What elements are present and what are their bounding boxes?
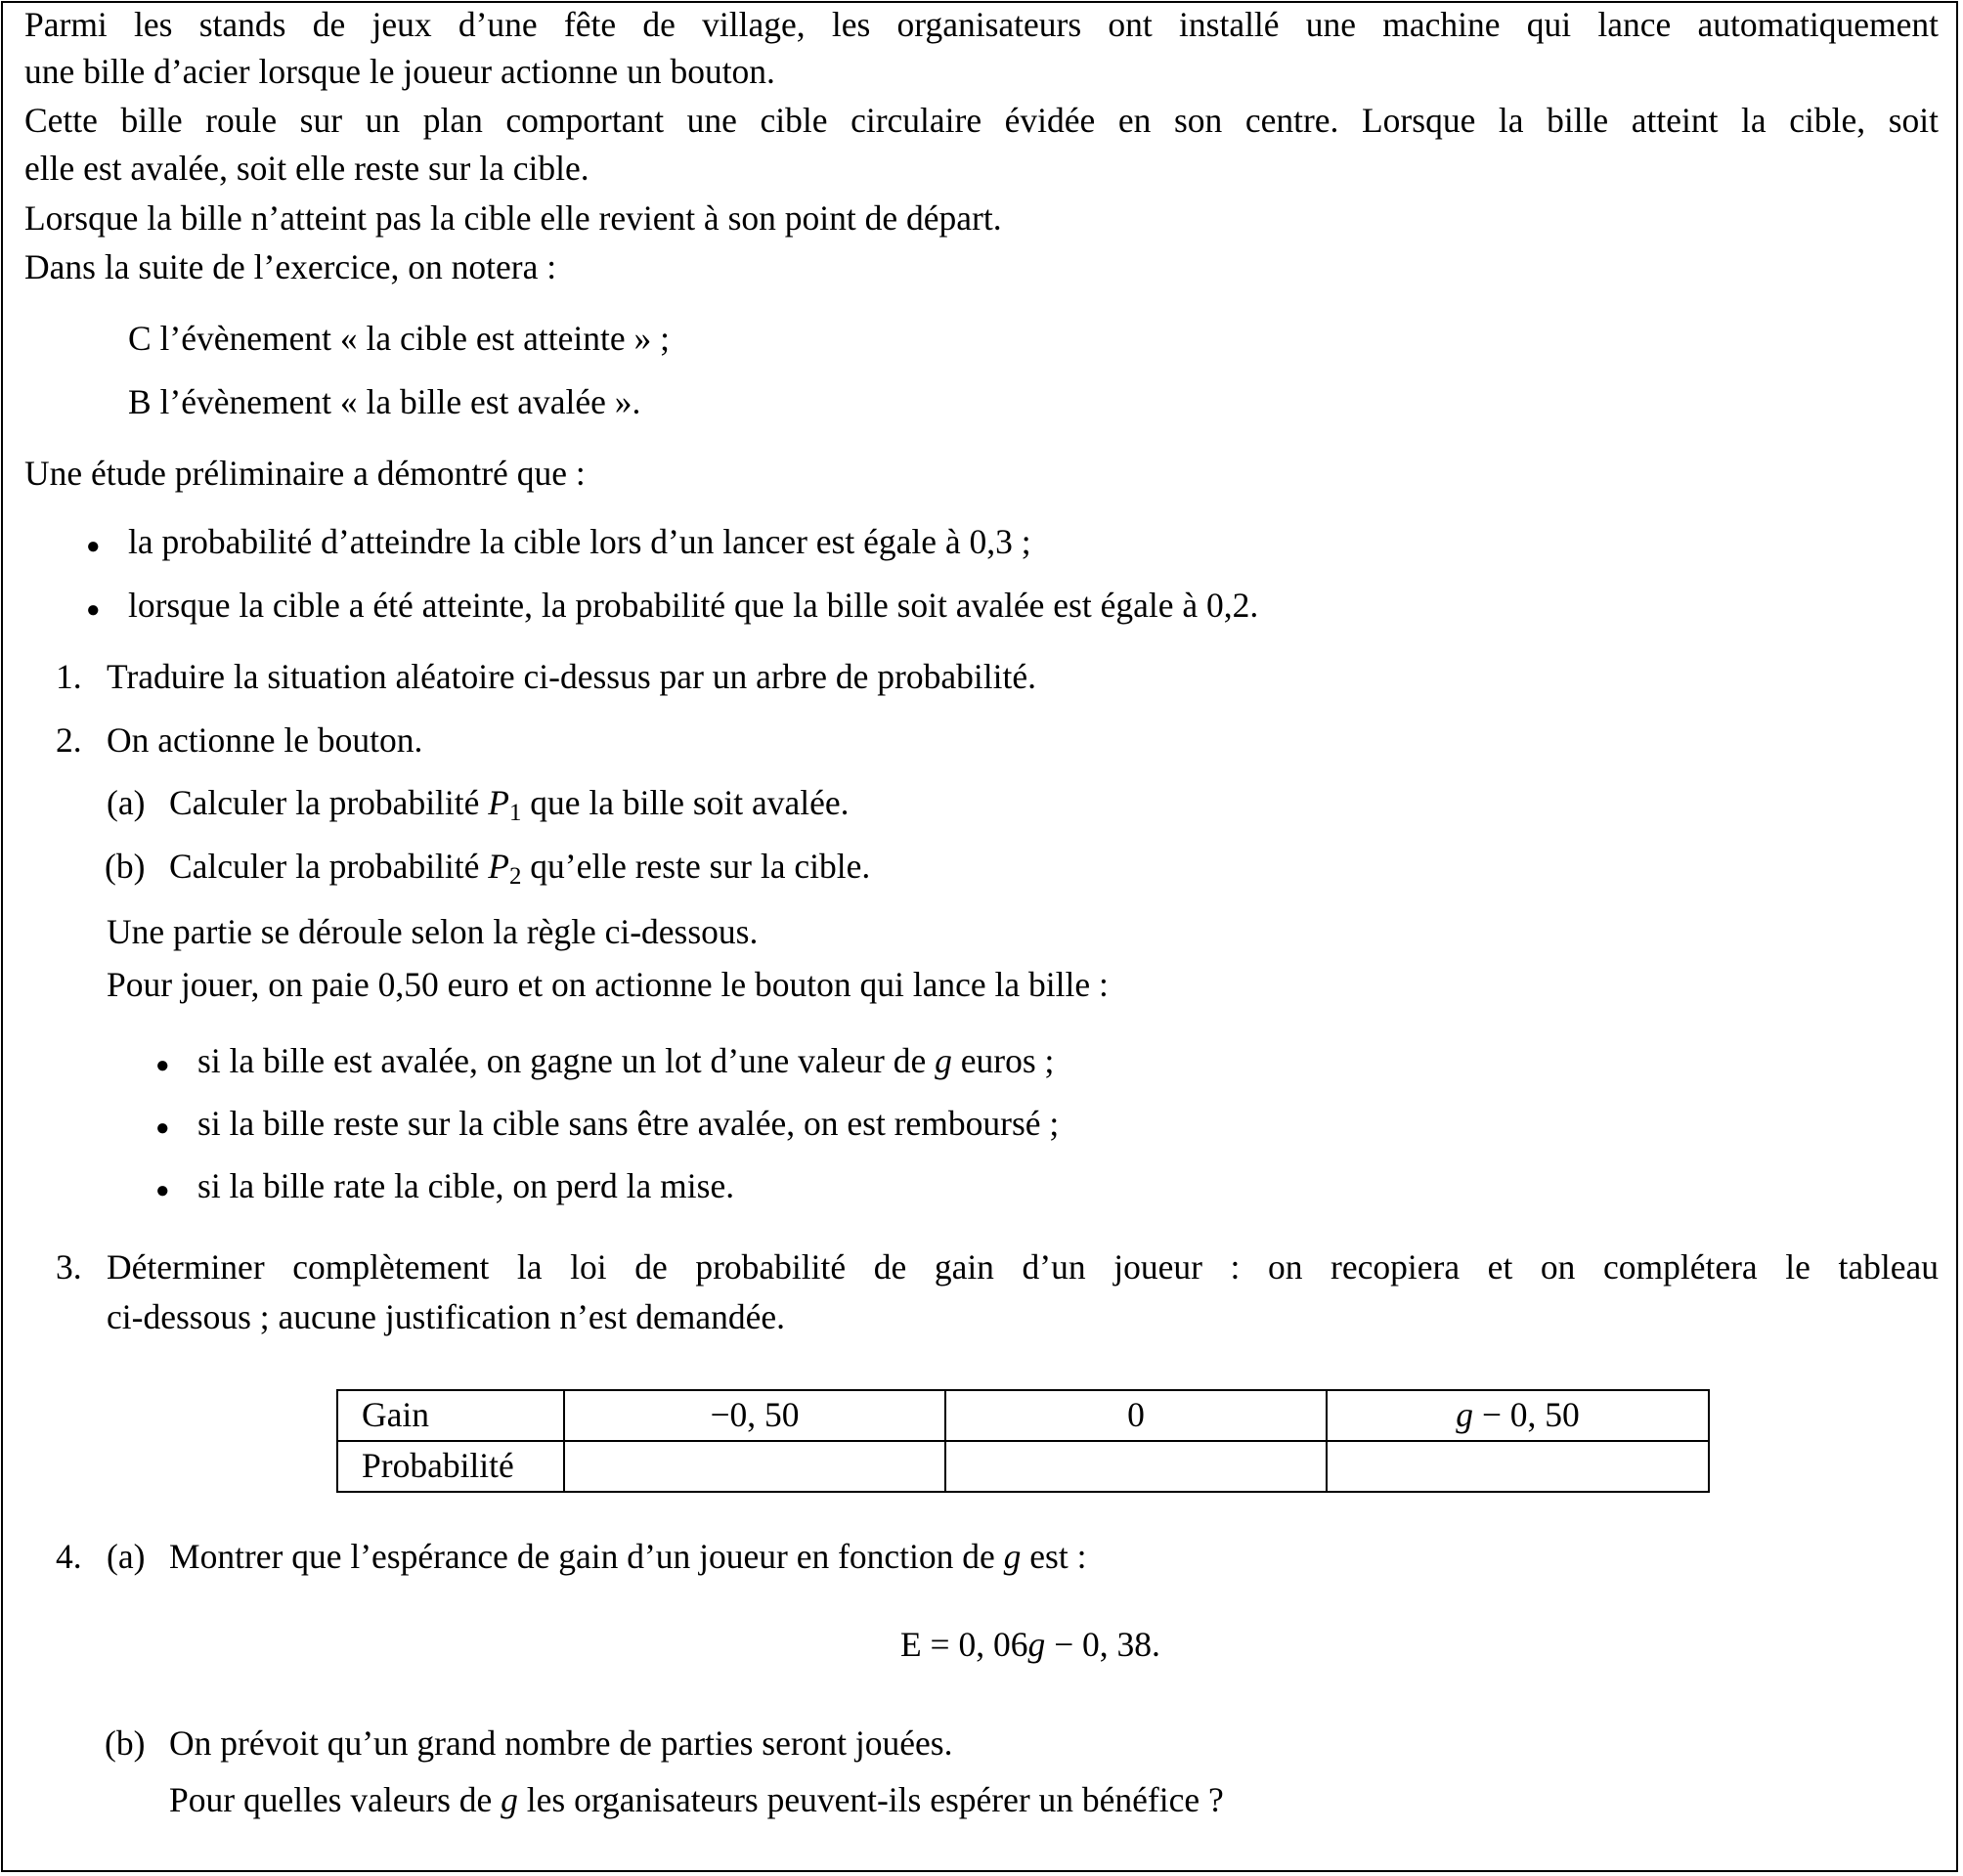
table-header-probabilite: Probabilité	[337, 1441, 564, 1492]
table-row	[337, 1390, 1709, 1441]
bullet-icon: ●	[155, 1115, 170, 1141]
intro-paragraph-2-line-1: Cette bille roule sur un plan comportant une cible circulaire évidée en son centre. Lorsque la bille atteint la cible, soit	[24, 101, 1939, 140]
intro-paragraph-3: Lorsque la bille n’atteint pas la cible elle revient à son point de départ.	[24, 198, 1002, 238]
study-bullet-2: lorsque la cible a été atteinte, la probabilité que la bille soit avalée est égale à 0,2.	[128, 586, 1259, 625]
event-b-definition: B l’évènement « la bille est avalée ».	[128, 382, 641, 421]
question-2-number: 2.	[56, 720, 82, 760]
question-3-line-2: ci-dessous ; aucune justification n’est demandée.	[107, 1297, 786, 1336]
game-rule-bullet-1: si la bille est avalée, on gagne un lot d’une valeur de g euros ;	[197, 1041, 1055, 1080]
bullet-icon: ●	[86, 597, 101, 623]
question-4a-text: Montrer que l’espérance de gain d’un joueur en fonction de g est :	[169, 1537, 1087, 1576]
question-4-number: 4.	[56, 1537, 82, 1576]
question-4b-line-2: Pour quelles valeurs de g les organisateurs peuvent-ils espérer un bénéfice ?	[169, 1780, 1224, 1819]
intro-paragraph-1-line-1: Parmi les stands de jeux d’une fête de village, les organisateurs ont installé une machine qui lance automatiquement	[24, 5, 1939, 44]
game-rule-cost: Pour jouer, on paie 0,50 euro et on actionne le bouton qui lance la bille :	[107, 965, 1109, 1004]
expectation-formula: E = 0, 06g − 0, 38.	[900, 1625, 1160, 1664]
intro-paragraph-4: Dans la suite de l’exercice, on notera :	[24, 247, 557, 286]
table-cell-probability-2	[945, 1441, 1327, 1492]
question-3-line-1: Déterminer complètement la loi de probabilité de gain d’un joueur : on recopiera et on complétera le tableau	[107, 1247, 1939, 1287]
table-cell-gain-3: g − 0, 50	[1327, 1390, 1709, 1441]
gain-probability-table	[336, 1389, 1710, 1493]
table-cell-gain-1: −0, 50	[564, 1390, 945, 1441]
game-rule-intro: Une partie se déroule selon la règle ci-dessous.	[107, 912, 759, 951]
question-4a-label: (a)	[107, 1537, 146, 1576]
question-2a-text: Calculer la probabilité $P_1$ que la bille soit avalée.	[169, 783, 850, 827]
study-intro: Une étude préliminaire a démontré que :	[24, 454, 586, 493]
intro-paragraph-1-line-2: une bille d’acier lorsque le joueur actionne un bouton.	[24, 52, 775, 91]
bullet-icon: ●	[155, 1178, 170, 1203]
bullet-icon: ●	[86, 534, 101, 559]
question-1-number: 1.	[56, 657, 82, 696]
question-3-number: 3.	[56, 1247, 82, 1287]
question-2-text: On actionne le bouton.	[107, 720, 423, 760]
table-cell-gain-2: 0	[945, 1390, 1327, 1441]
question-1-text: Traduire la situation aléatoire ci-dessus par un arbre de probabilité.	[107, 657, 1036, 696]
event-c-definition: C l’évènement « la cible est atteinte » ;	[128, 319, 670, 358]
table-header-gain: Gain	[337, 1390, 564, 1441]
table-cell-probability-1	[564, 1441, 945, 1492]
question-2b-label: (b)	[105, 847, 146, 886]
question-4b-label: (b)	[105, 1723, 146, 1763]
bullet-icon: ●	[155, 1053, 170, 1078]
game-rule-bullet-2: si la bille reste sur la cible sans être avalée, on est remboursé ;	[197, 1104, 1060, 1143]
table-cell-probability-3	[1327, 1441, 1709, 1492]
question-2a-label: (a)	[107, 783, 146, 822]
question-4b-line-1: On prévoit qu’un grand nombre de parties seront jouées.	[169, 1723, 953, 1763]
question-2b-text: Calculer la probabilité $P_2$ qu’elle reste sur la cible.	[169, 847, 871, 891]
study-bullet-1: la probabilité d’atteindre la cible lors d’un lancer est égale à 0,3 ;	[128, 522, 1031, 561]
game-rule-bullet-3: si la bille rate la cible, on perd la mise.	[197, 1166, 735, 1205]
intro-paragraph-2-line-2: elle est avalée, soit elle reste sur la cible.	[24, 149, 589, 188]
table-row	[337, 1441, 1709, 1492]
